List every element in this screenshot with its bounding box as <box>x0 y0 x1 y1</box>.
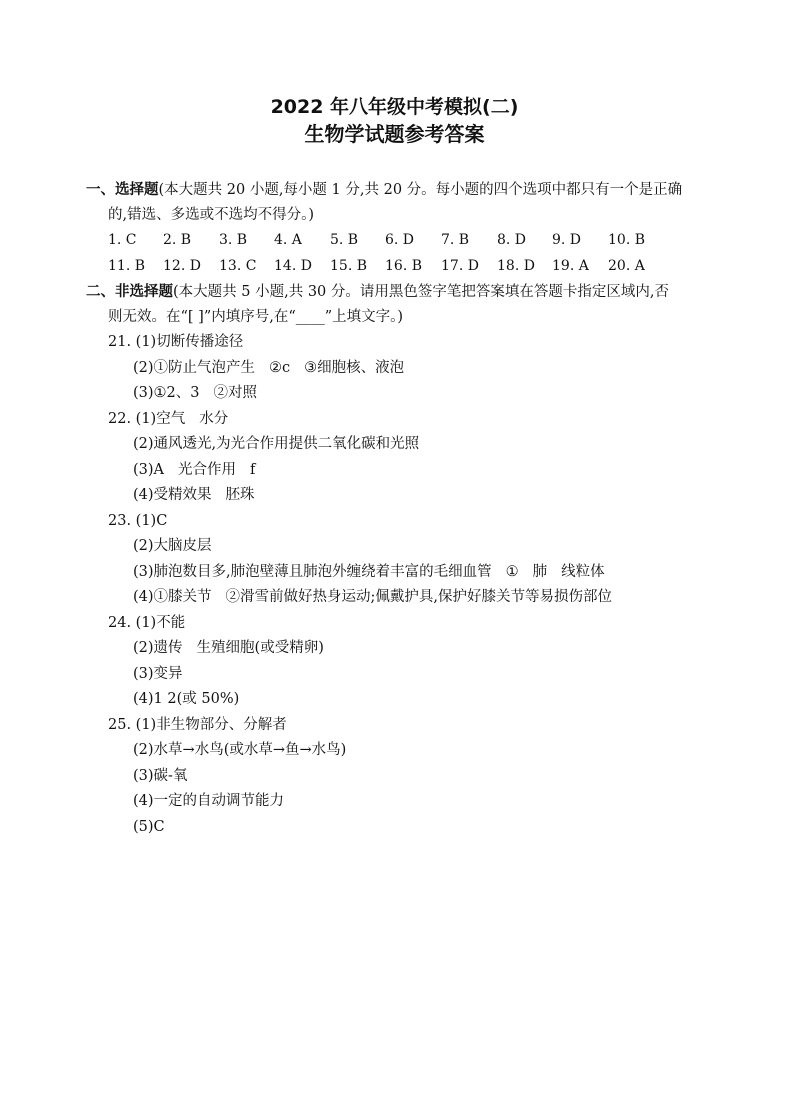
mc-answer: 1. C <box>108 232 137 248</box>
q21-3-part2: ②对照 <box>213 385 257 401</box>
section2-desc-line1: (本大题共 5 小题,共 30 分。请用黑色签字笔把答案填在答题卡指定区域内,否 <box>173 284 669 300</box>
section1-intro <box>86 180 682 200</box>
q24-line1: 24. (1)不能 <box>108 615 186 631</box>
q21-2-part2: ②c <box>269 360 291 376</box>
q22-3-part1: (3)A <box>133 462 165 478</box>
q25-line1: 25. (1)非生物部分、分解者 <box>108 717 287 733</box>
mc-answer: 17. D <box>441 258 479 274</box>
q23-line2: (2)大脑皮层 <box>133 538 212 554</box>
q21-line3 <box>133 383 257 403</box>
q25-line2: (2)水草→水鸟(或水草→鱼→水鸟) <box>133 742 347 758</box>
q22-line4 <box>133 485 255 505</box>
q24-line4: (4)1 2(或 50%) <box>133 691 240 707</box>
q22-4-part2: 胚珠 <box>225 487 255 503</box>
q21-line1: 21. (1)切断传播途径 <box>108 334 244 350</box>
mc-answer: 12. D <box>163 258 201 274</box>
q23-3-part2: ① <box>505 564 519 580</box>
q21-2-part3: ③细胞核、液泡 <box>304 360 405 376</box>
mc-answer: 20. A <box>608 258 645 274</box>
section1-heading: 一、选择题 <box>86 182 159 198</box>
mc-answer: 11. B <box>108 258 146 274</box>
mc-answer: 3. B <box>219 232 248 248</box>
q21-3-part1: (3)①2、3 <box>133 385 200 401</box>
section2-intro <box>86 282 669 302</box>
mc-answer: 15. B <box>330 258 368 274</box>
q23-4-part2: ②滑雪前做好热身运动;佩戴护具,保护好膝关节等易损伤部位 <box>225 589 613 605</box>
mc-answer: 13. C <box>219 258 257 274</box>
mc-answer: 9. D <box>552 232 582 248</box>
q22-3-part2: 光合作用 <box>178 462 237 478</box>
mc-answer: 5. B <box>330 232 359 248</box>
page-title: 2022 年八年级中考模拟(二) <box>270 96 519 118</box>
mc-answer: 6. D <box>385 232 415 248</box>
section2-desc-line2: 则无效。在“[ ]”内填序号,在“____”上填文字。) <box>108 309 404 325</box>
q22-line2: (2)通风透光,为光合作用提供二氧化碳和光照 <box>133 436 420 452</box>
q23-3-part1: (3)肺泡数目多,肺泡壁薄且肺泡外缠绕着丰富的毛细血管 <box>133 564 492 580</box>
mc-answer: 7. B <box>441 232 470 248</box>
q25-line3: (3)碳-氧 <box>133 768 188 784</box>
section2-heading: 二、非选择题 <box>86 284 173 300</box>
q22-1-part2: 水分 <box>199 411 229 427</box>
q21-2-part1: (2)①防止气泡产生 <box>133 360 256 376</box>
mc-answer: 10. B <box>608 232 646 248</box>
q22-3-part3: f <box>250 462 256 478</box>
q22-line3 <box>133 460 255 480</box>
q23-3-part3: 肺 <box>532 564 548 580</box>
q25-line4: (4)一定的自动调节能力 <box>133 793 285 809</box>
page-subtitle: 生物学试题参考答案 <box>304 122 485 146</box>
q23-4-part1: (4)①膝关节 <box>133 589 212 605</box>
q23-line3 <box>133 562 605 582</box>
section1-desc-line1: (本大题共 20 小题,每小题 1 分,共 20 分。每小题的四个选项中都只有一个是正确 <box>158 182 683 198</box>
q24-line2 <box>133 638 324 658</box>
q23-line1: 23. (1)C <box>108 513 168 529</box>
q24-2-part2: 生殖细胞(或受精卵) <box>196 640 324 656</box>
section1-desc-line2: 的,错选、多选或不选均不得分。) <box>108 207 315 223</box>
q23-3-part4: 线粒体 <box>561 564 605 580</box>
mc-answer: 18. D <box>497 258 535 274</box>
mc-answer: 2. B <box>163 232 192 248</box>
mc-answer: 8. D <box>497 232 527 248</box>
q24-line3: (3)变异 <box>133 666 183 682</box>
q24-2-part1: (2)遗传 <box>133 640 183 656</box>
q23-line4 <box>133 587 612 607</box>
q22-1-part1: 22. (1)空气 <box>108 411 186 427</box>
q22-line1 <box>108 409 228 429</box>
mc-answer: 16. B <box>385 258 423 274</box>
q22-4-part1: (4)受精效果 <box>133 487 212 503</box>
q21-line2 <box>133 358 404 378</box>
q25-line5: (5)C <box>133 819 165 835</box>
mc-answer: 4. A <box>274 232 302 248</box>
mc-answer: 19. A <box>552 258 589 274</box>
mc-answer: 14. D <box>274 258 312 274</box>
